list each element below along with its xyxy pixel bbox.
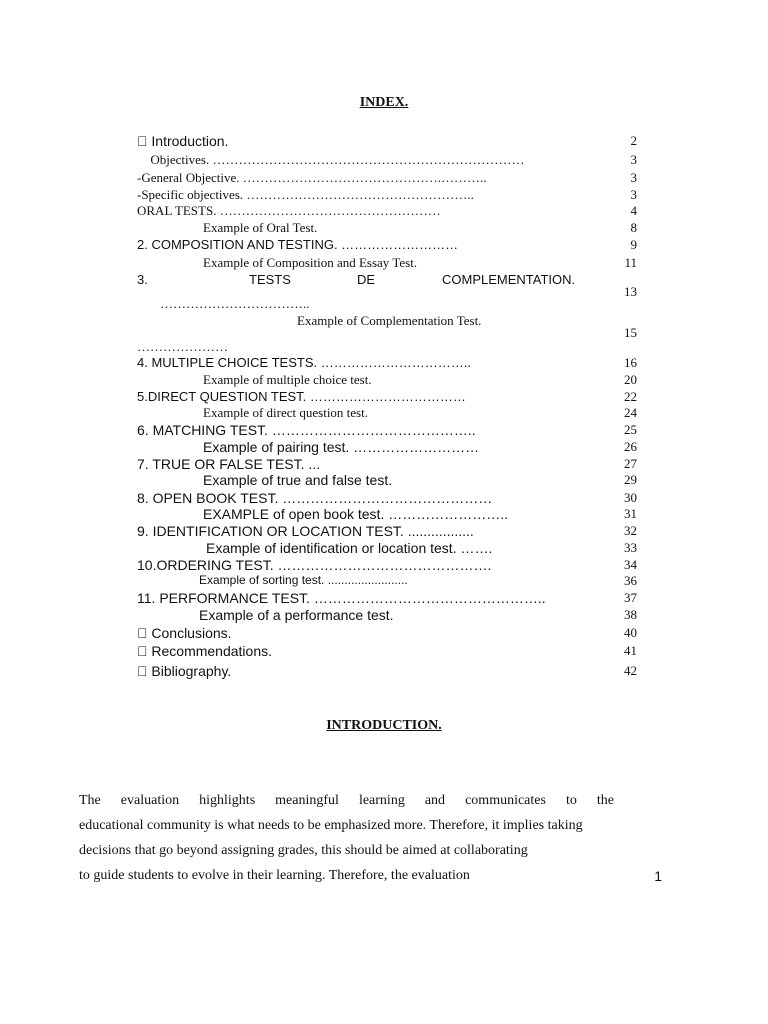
toc-entry — [0, 607, 768, 625]
toc-entry-text: Example of Complementation Test. — [297, 313, 482, 328]
toc-entry — [0, 523, 768, 541]
toc-entry-text: 4. MULTIPLE CHOICE TESTS. …………………………….. — [137, 355, 471, 370]
toc-page-number: 37 — [624, 590, 637, 605]
toc-page-number: 8 — [630, 220, 637, 235]
toc-entry-text: TESTS — [249, 272, 291, 287]
introduction-title: INTRODUCTION. — [326, 718, 442, 733]
toc-entry-text: 8. OPEN BOOK TEST. ……………………………………… — [137, 490, 493, 506]
toc-entry — [0, 625, 768, 643]
paragraph-line: educational community is what needs to be emphasized more. Therefore, it implies taking — [79, 818, 583, 833]
toc-entry — [0, 540, 768, 558]
toc-entry-text: DE — [357, 272, 376, 287]
toc-page-number: 20 — [624, 372, 637, 387]
toc-entry — [0, 203, 768, 221]
index-title: INDEX. — [359, 95, 409, 110]
toc-entry — [0, 439, 768, 457]
paragraph-line: to guide students to evolve in their learning. Therefore, the evaluation — [79, 868, 470, 883]
toc-entry-text: Example of identification or location test. ……. — [206, 540, 493, 556]
toc-page-number: 4 — [630, 203, 637, 218]
toc-entry-text: 10.ORDERING TEST. ………………………………………. — [137, 557, 492, 573]
toc-page-number: 13 — [624, 284, 637, 299]
toc-entry-text: -Specific objectives. …………………………………………….. — [137, 187, 474, 202]
toc-page-number: 31 — [624, 506, 637, 521]
toc-page-number: 32 — [624, 523, 637, 538]
toc-page-number: 29 — [624, 472, 637, 487]
toc-entry — [0, 255, 768, 273]
toc-page-number: 2 — [630, 133, 637, 148]
toc-page-number: 30 — [624, 490, 637, 505]
toc-entry-text: -General Objective. ……………………………………….……….. — [137, 170, 487, 185]
toc-entry-text: Introduction. — [137, 133, 215, 149]
toc-entry-text: Example of pairing test. ……………………… — [203, 439, 480, 455]
toc-entry-text: Example of sorting test. ........................ — [199, 573, 408, 587]
toc-entry — [0, 472, 768, 490]
toc-entry-text: 11. PERFORMANCE TEST. ………………………………………….. — [137, 590, 546, 606]
toc-page-number: 3 — [630, 170, 637, 185]
toc-entry-text: Example of direct question test. — [203, 405, 368, 420]
toc-entry — [0, 133, 768, 151]
toc-page-number: 33 — [624, 540, 637, 555]
toc-entry — [0, 506, 768, 524]
toc-entry-text: 7. TRUE OR FALSE TEST. ... — [137, 456, 321, 472]
toc-entry-text: Example of Composition and Essay Test. — [203, 255, 418, 270]
toc-entry — [0, 643, 768, 661]
toc-entry-text: Example of a performance test. — [199, 607, 394, 623]
introduction-paragraph — [79, 788, 614, 888]
toc-entry-text: 5.DIRECT QUESTION TEST. ……………………………… — [137, 389, 466, 404]
toc-page-number: 27 — [624, 456, 637, 471]
toc-entry-text: Conclusions. — [137, 625, 218, 641]
toc-entry-text: ORAL TESTS. …………………………………………… — [137, 203, 441, 218]
toc-entry-text: Example of multiple choice test. — [203, 372, 372, 387]
toc-entry-text: …………………………….. — [160, 296, 310, 311]
toc-page-number: 38 — [624, 607, 637, 622]
paragraph-line: decisions that go beyond assigning grades, this should be aimed at collaborating — [79, 843, 528, 858]
toc-entry-text: Example of Oral Test. — [203, 220, 318, 235]
toc-entry-text: COMPLEMENTATION. — [442, 272, 576, 287]
toc-page-number: 40 — [624, 625, 637, 640]
toc-entry — [0, 220, 768, 238]
toc-entry — [0, 170, 768, 188]
toc-page-number: 22 — [624, 389, 637, 404]
toc-entry — [0, 422, 768, 440]
toc-entry — [0, 355, 768, 373]
toc-page-number: 42 — [624, 663, 637, 678]
toc-page-number: 11 — [624, 255, 637, 270]
toc-entry-text: Objectives. ……………………………………………………………… — [137, 152, 512, 167]
toc-entry — [0, 405, 768, 423]
toc-page-number: 25 — [624, 422, 637, 437]
toc-entry-text: ………………… — [137, 339, 228, 354]
toc-page-number: 26 — [624, 439, 637, 454]
toc-entry-text: 3. — [137, 272, 148, 287]
toc-entry — [0, 152, 768, 170]
toc-page-number: 34 — [624, 557, 637, 572]
toc-page-number: 3 — [630, 187, 637, 202]
toc-entry — [0, 573, 768, 591]
toc-page-number: 24 — [624, 405, 637, 420]
toc-entry — [0, 372, 768, 390]
toc-entry-text: Bibliography. — [137, 663, 217, 679]
paragraph-line: The evaluation highlights meaningful learning and communicates to the — [79, 793, 614, 808]
page-number: 1 — [654, 868, 662, 884]
toc-entry — [0, 663, 768, 681]
toc-entry-text: EXAMPLE of open book test. …………………….. — [203, 506, 508, 522]
toc-page-number: 16 — [624, 355, 637, 370]
toc-entry — [0, 296, 768, 314]
toc-entry — [0, 590, 768, 608]
toc-entry — [0, 237, 768, 255]
toc-entry-text: Example of true and false test. — [203, 472, 393, 488]
toc-entry-text: 9. IDENTIFICATION OR LOCATION TEST. ................. — [137, 523, 474, 539]
toc-entry-text: 6. MATCHING TEST. …………………………………….. — [137, 422, 476, 438]
toc-entry-text: Recommendations. — [137, 643, 258, 659]
toc-page-number: 15 — [624, 325, 637, 340]
toc-page-number: 3 — [630, 152, 637, 167]
toc-entry-text: 2. COMPOSITION AND TESTING. ……………………… — [137, 237, 459, 252]
toc-page-number: 36 — [624, 573, 637, 588]
toc-page-number: 9 — [630, 237, 637, 252]
toc-page-number: 41 — [624, 643, 637, 658]
